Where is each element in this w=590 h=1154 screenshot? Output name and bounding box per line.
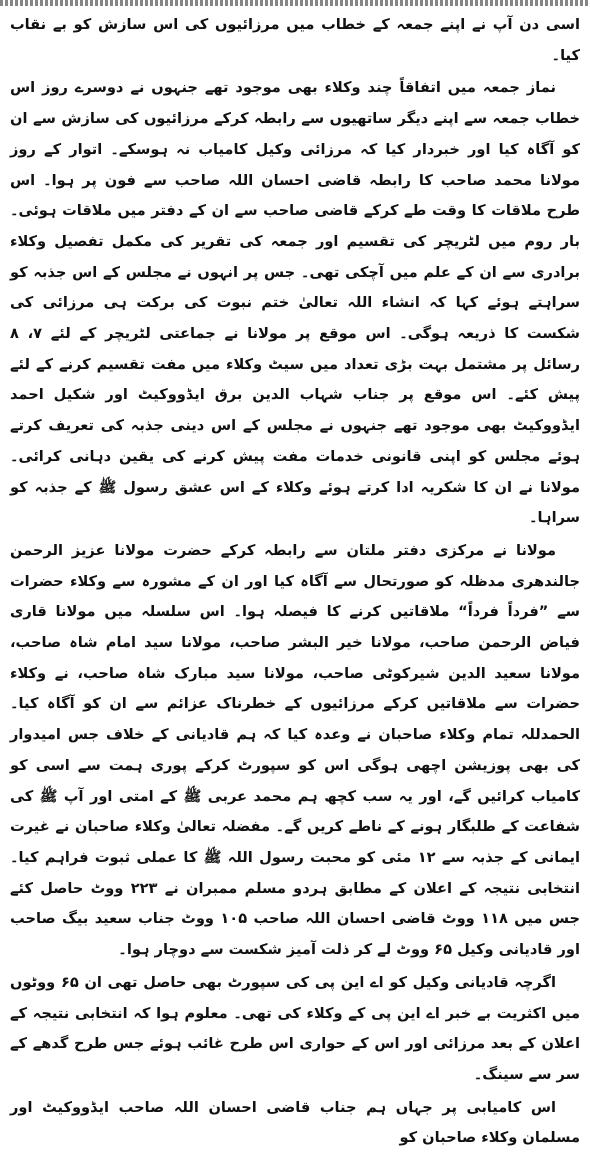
paragraph-friday-sermon: اسی دن آپ نے اپنے جمعہ کے خطاب میں مرزائیوں کی اس سازش کو بے نقاب کیا۔ <box>10 16 580 64</box>
paragraph-closing-line: اس کامیابی پر جہاں ہم جناب قاضی احسان اللہ صاحب ایڈووکیٹ اور مسلمان وکلاء صاحبان کو <box>10 1098 580 1147</box>
paragraph-qadiani-support: اگرچہ قادیانی وکیل کو اے این پی کی سپورٹ بھی حاصل تھی ان ۶۵ ووٹوں میں اکثریت بے خبر اے این پی کے وکلاء کی تھی۔ معلوم ہوا کہ انتخابی نتیجہ کے اعلان کے بعد مرزائی اور اس کے حواری اس طرح غائب ہوئے جس طرح گدھے کے سر سے سینگ۔ <box>10 973 580 1083</box>
urdu-article-text <box>10 10 580 1154</box>
top-border-rule <box>0 0 590 6</box>
paragraph-lawyers-meeting: نماز جمعہ میں اتفاقاً چند وکلاء بھی موجود تھے جنہوں نے دوسرے روز اس خطاب جمعہ سے اپنے دیگر ساتھیوں سے رابطہ کرکے مرزائیوں کی سازش سے ان کو آگاہ کیا اور خبردار کیا کہ مرزائی وکیل کامیاب نہ ہوسکے۔ اتوار کے روز مولانا محمد صاحب کا رابطہ قاضی احسان اللہ صاحب سے فون پر ہوا۔ اس طرح ملاقات کا وقت طے کرکے قاضی صاحب سے ان کے دفتر میں ملاقات ہوئی۔ بار روم میں لٹریچر کی تقسیم اور جمعہ کی تقریر کی مکمل تفصیل وکلاء برادری سے ان کے علم میں آچکی تھی۔ جس پر انہوں نے مجلس کے اس جذبہ کو سراہتے ہوئے کہا کہ انشاء اللہ تعالیٰ ختم نبوت کی برکت ہی مرزائی کی شکست کا ذریعہ ہوگی۔ اس موقع پر مولانا نے جماعتی لٹریچر کے لئے ۷، ۸ رسائل پر مشتمل بہت بڑی تعداد میں سیٹ وکلاء میں مفت تقسیم کرنے کے لئے پیش کئے۔ اس موقع پر جناب شہاب الدین برق ایڈووکیٹ اور شکیل احمد ایڈووکیٹ بھی موجود تھے جنہوں نے مجلس کے اس دینی جذبہ کی تعریف کرتے ہوئے مجلس کو اپنی قانونی خدمات مفت پیش کرنے کی یقین دہانی کرائی۔ مولانا نے ان کا شکریہ ادا کرتے ہوئے وکلاء کے اس عشق رسول ﷺ کے جذبہ کو سراہا۔ <box>10 79 581 527</box>
paragraph-election-result: مولانا نے مرکزی دفتر ملتان سے رابطہ کرکے حضرت مولانا عزیز الرحمن جالندھری مدظلہ کو صورتحال سے آگاہ کیا اور ان کے مشورہ سے وکلاء حضرات سے ”فرداً فرداً“ ملاقاتیں کرنے کا فیصلہ ہوا۔ اس سلسلہ میں مولانا قاری فیاض الرحمن صاحب، مولانا خیر البشر صاحب، مولانا سید امام شاہ صاحب، مولانا سعید الدین شیرکوٹی صاحب، مولانا سید مبارک شاہ صاحب، نے وکلاء حضرات سے ملاقاتیں کرکے مرزائیوں کے خطرناک عزائم سے ان کو آگاہ کیا۔ الحمدللہ تمام وکلاء صاحبان نے وعدہ کیا کہ ہم قادیانی کے خلاف جس امیدوار کی بھی پوزیشن اچھی ہوگی اس کو سپورٹ کرکے پوری ہمت سے اسی کو کامیاب کرائیں گے، اور یہ سب کچھ ہم محمد عربی ﷺ کے امتی اور آپ ﷺ کی شفاعت کے طلبگار ہونے کے ناطے کریں گے۔ مفضلہ تعالیٰ وکلاء صاحبان نے غیرت ایمانی کے جذبہ سے ۱۲ مئی کو محبت رسول اللہ ﷺ کا عملی ثبوت فراہم کیا۔ انتخابی نتیجہ کے اعلان کے مطابق ہردو مسلم ممبران نے ۲۲۳ ووٹ حاصل کئے جس میں ۱۱۸ ووٹ قاضی احسان اللہ صاحب ۱۰۵ ووٹ جناب سعید بیگ صاحب اور قادیانی وکیل ۶۵ ووٹ لے کر ذلت آمیز شکست سے دوچار ہوا۔ <box>10 541 581 959</box>
